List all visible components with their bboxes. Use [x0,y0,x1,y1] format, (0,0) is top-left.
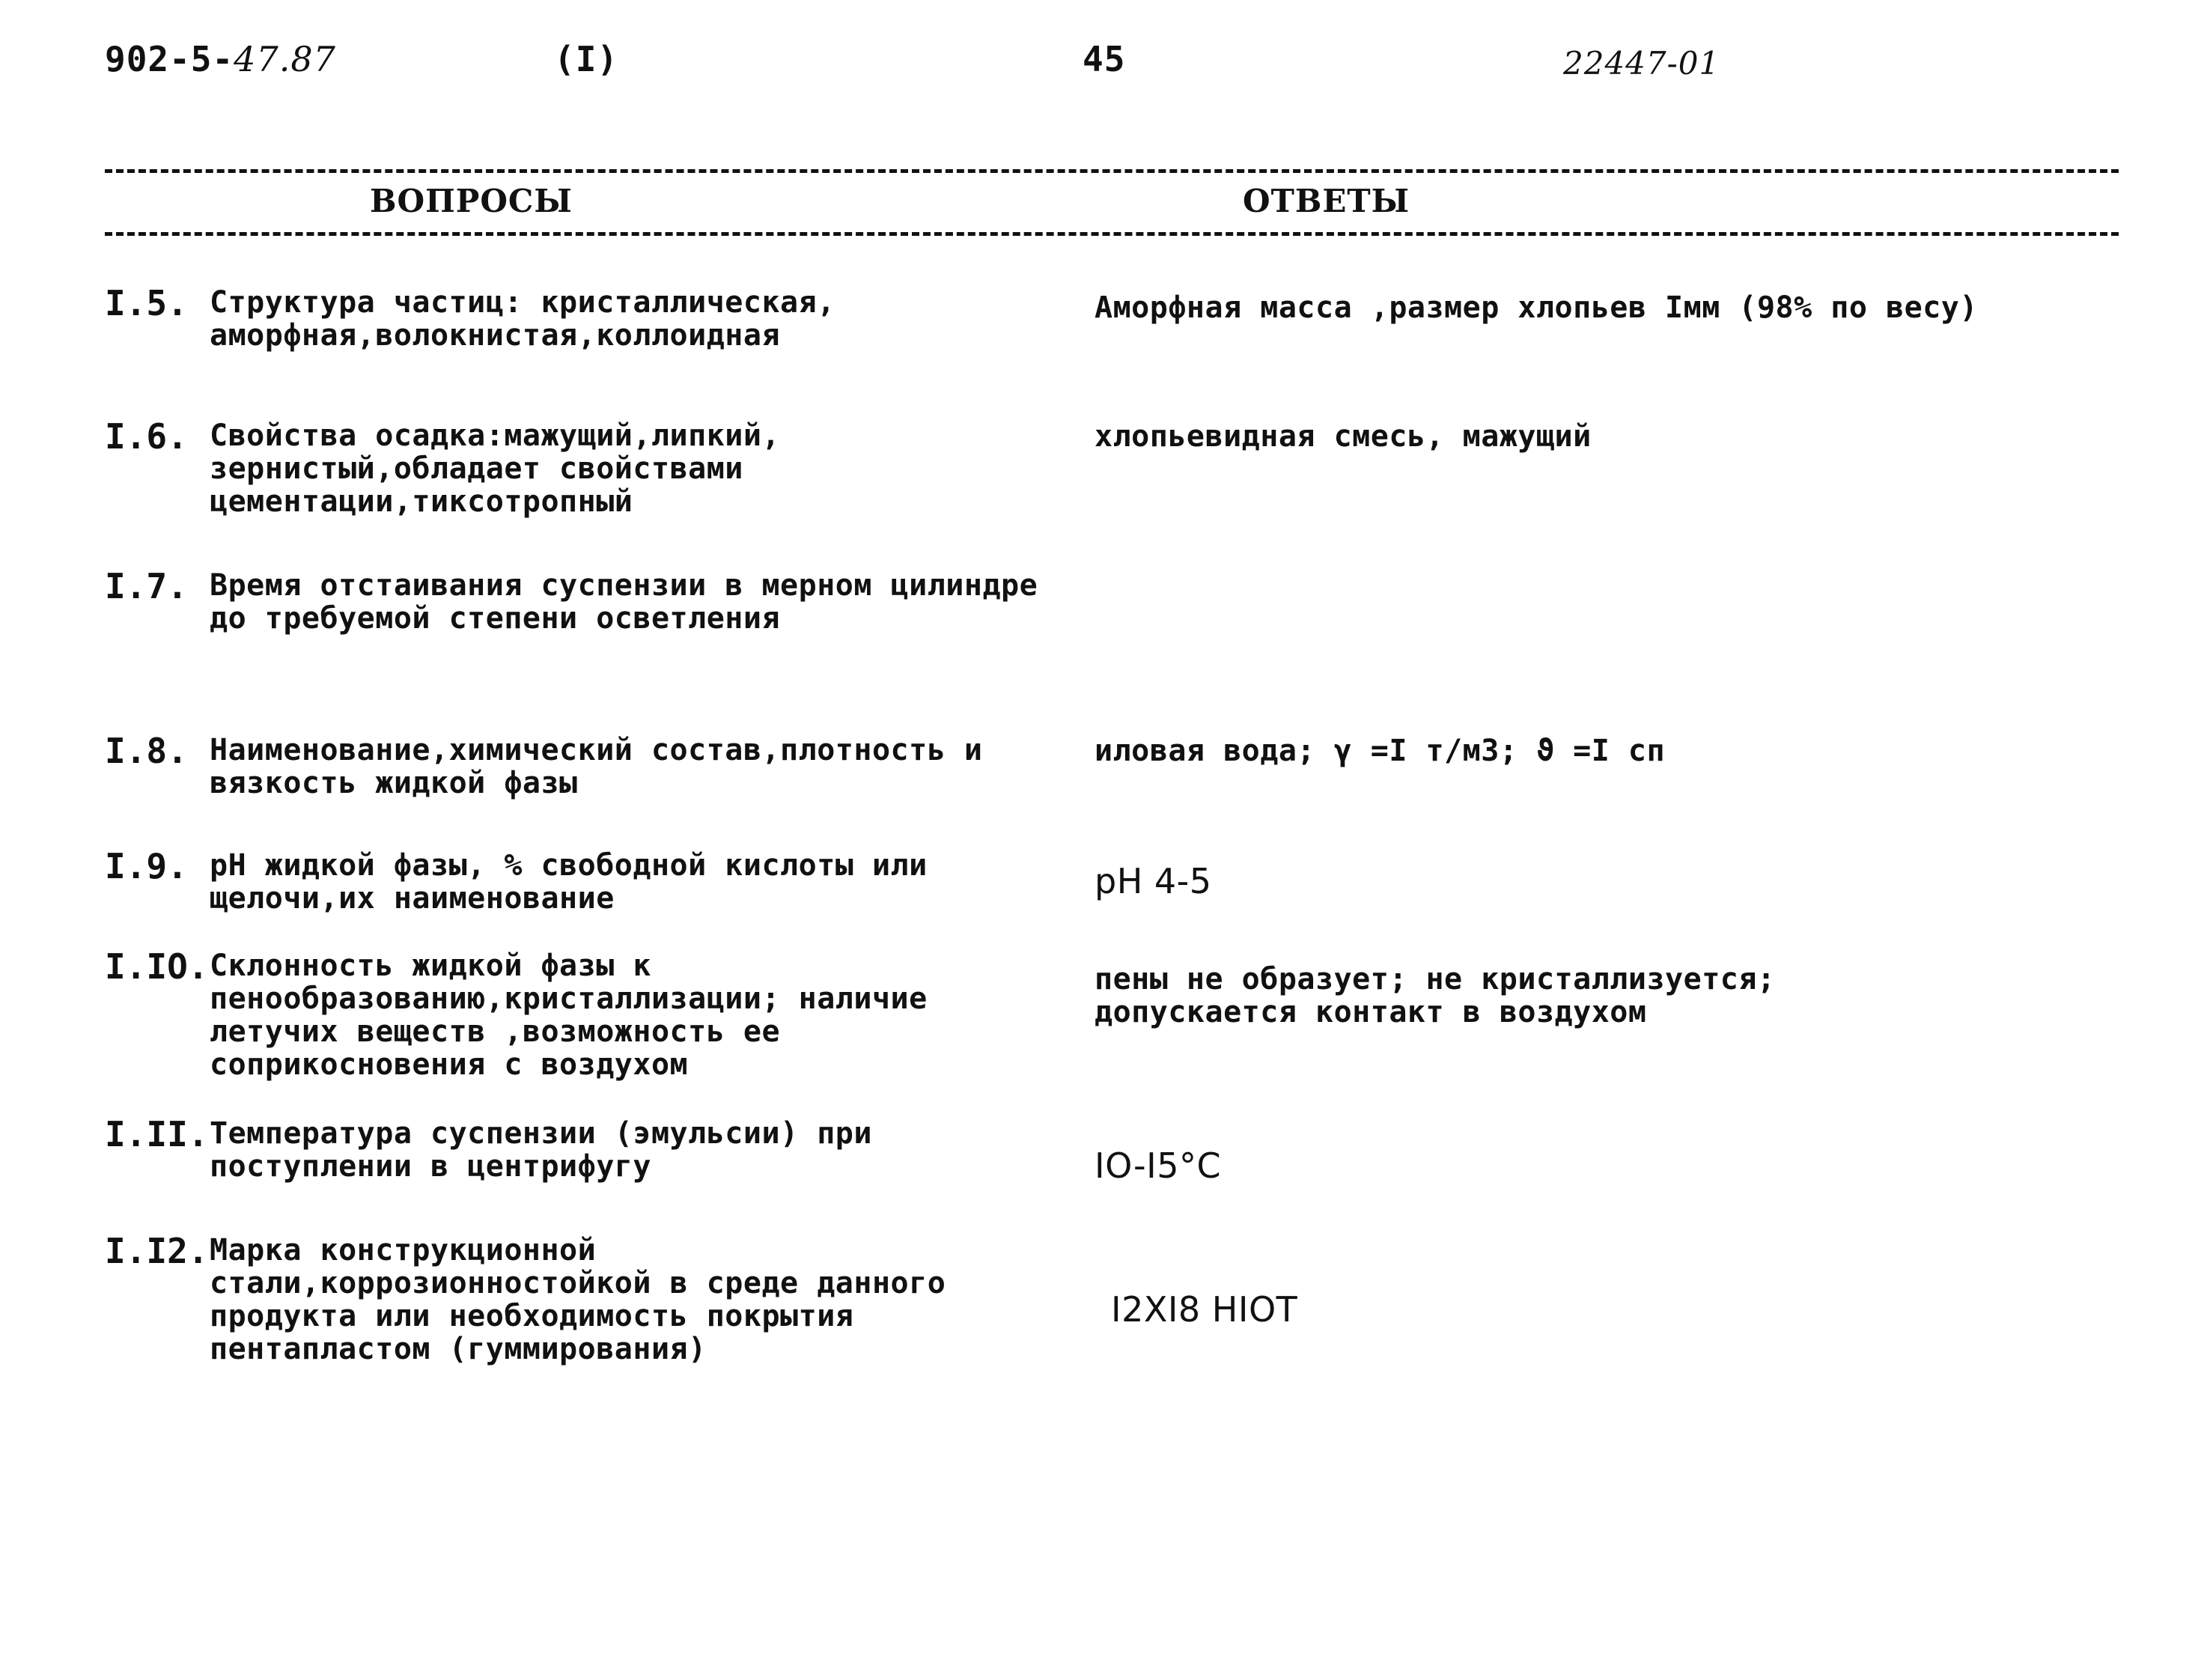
answer-text: рН 4-5 [1095,861,1212,901]
answer-text: IO-I5°C [1095,1145,1222,1186]
answer-text: пены не образует; не кристаллизуется; допускается контакт в воздухом [1095,962,1776,1029]
question-text: Наименование,химический состав,плотность и вязкость жидкой фазы [210,733,983,800]
document-number-handwritten: 47.87 [234,39,336,79]
answer-text: иловая вода; γ =I т/м3; ϑ =I сп [1095,734,1666,768]
item-number: I.8. [105,731,188,771]
archive-code: 22447-01 [1563,45,1720,82]
answer-text: I2XI8 HIOT [1111,1289,1298,1330]
item-number: I.7. [105,566,188,606]
question-text: Температура суспензии (эмульсии) при поступлении в центрифугу [210,1116,872,1184]
table-top-rule [105,169,2119,173]
question-text: рН жидкой фазы, % свободной кислоты или щелочи,их наименование [210,848,928,916]
part-number: (I) [554,39,619,79]
item-number: I.6. [105,416,188,457]
item-number: I.I2. [105,1231,209,1271]
question-text: Марка конструкционной стали,коррозионностойкой в среде данного продукта или необходимость покрытия пентапластом (гуммирования) [210,1233,946,1366]
answer-text: хлопьевидная смесь, мажущий [1095,419,1592,454]
table-header-rule [105,232,2119,236]
answer-text: Аморфная масса ,размер хлопьев Iмм (98% по весу) [1095,290,1978,325]
document-number-prefix: 902-5- [105,39,234,79]
question-text: Структура частиц: кристаллическая, аморфная,волокнистая,коллоидная [210,285,835,353]
document-number [105,39,336,79]
item-number: I.II. [105,1114,209,1154]
question-text: Свойства осадка:мажущий,липкий, зернистый,обладает свойствами цементации,тиксотропный [210,419,781,519]
questions-column-header: ВОПРОСЫ [370,183,573,219]
answers-column-header: ОТВЕТЫ [1243,183,1410,219]
item-number: I.5. [105,283,188,323]
question-text: Время отстаивания суспензии в мерном цилиндре до требуемой степени осветления [210,568,1038,636]
item-number: I.IO. [105,946,209,987]
question-text: Склонность жидкой фазы к пенообразованию,кристаллизации; наличие летучих веществ ,возможность ее соприкосновения с воздухом [210,949,928,1082]
item-number: I.9. [105,846,188,886]
page-number: 45 [1083,39,1126,79]
